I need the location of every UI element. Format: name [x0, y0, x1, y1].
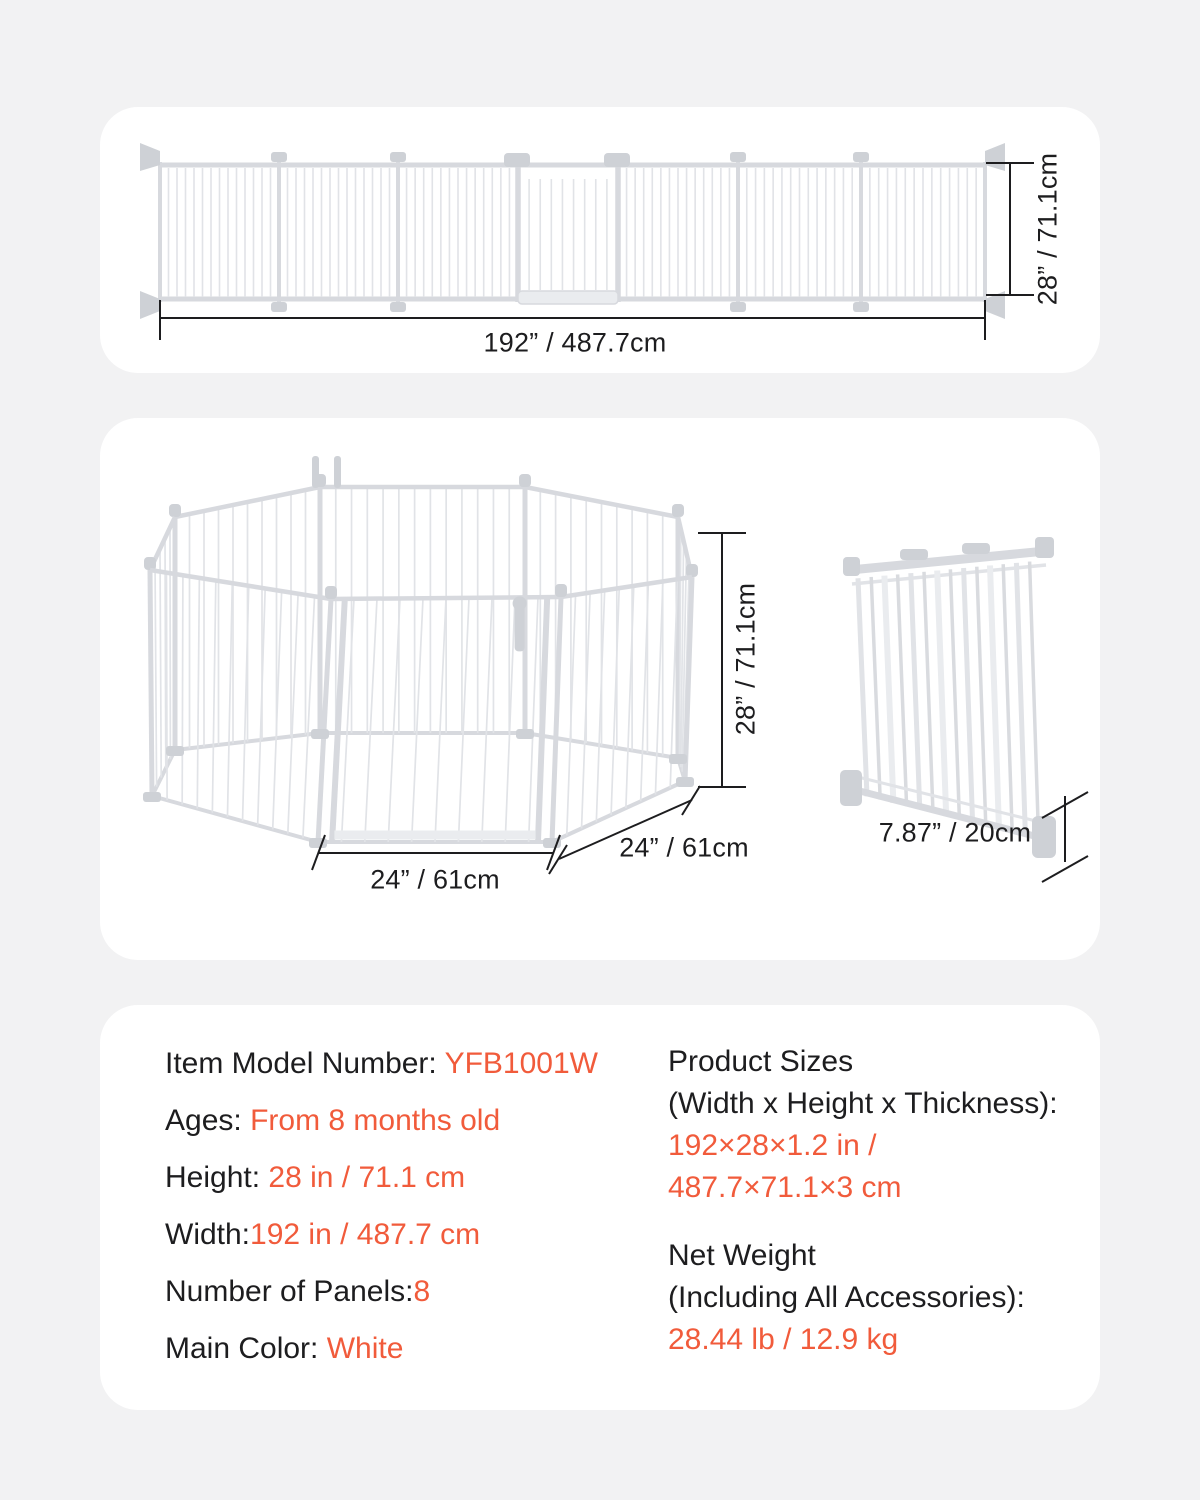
- spec-label: Height:: [165, 1161, 269, 1194]
- spec-block-net-weight: [668, 1235, 1058, 1361]
- spec-value: 8: [413, 1275, 431, 1308]
- spec-label: Item Model Number:: [165, 1047, 445, 1080]
- playpen-card: [100, 418, 1100, 960]
- product-sizes-value-in: 192×28×1.2 in /: [668, 1129, 877, 1162]
- spec-label: Ages:: [165, 1104, 251, 1137]
- spec-label: Main Color:: [165, 1332, 327, 1365]
- product-sizes-value-cm: 487.7×71.1×3 cm: [668, 1171, 902, 1204]
- spec-row-height: [165, 1149, 598, 1206]
- spec-value: YFB1001W: [444, 1047, 598, 1080]
- specs-card: [100, 1005, 1100, 1410]
- spec-label: Width:: [165, 1218, 251, 1251]
- spec-block-product-sizes: [668, 1041, 1058, 1209]
- net-weight-value: 28.44 lb / 12.9 kg: [668, 1323, 899, 1356]
- flat-gate-width-dimension: 192” / 487.7cm: [483, 327, 667, 358]
- spec-row-ages: [165, 1092, 598, 1149]
- spec-label: Number of Panels:: [165, 1275, 414, 1308]
- spec-row-panels: [165, 1263, 598, 1320]
- spec-row-width: [165, 1206, 598, 1263]
- net-weight-title: Net Weight: [668, 1239, 816, 1272]
- playpen-illustration: [100, 418, 1100, 960]
- playpen-front-width-dimension: 24” / 61cm: [370, 864, 500, 895]
- playpen-height-dimension: 28” / 71.1cm: [730, 582, 761, 736]
- net-weight-subtitle: (Including All Accessories):: [668, 1281, 1025, 1314]
- flat-gate-height-dimension: 28” / 71.1cm: [1032, 152, 1063, 306]
- spec-row-color: [165, 1320, 598, 1377]
- spec-row-model: [165, 1035, 598, 1092]
- playpen-folded-depth-dimension: 7.87” / 20cm: [878, 817, 1032, 848]
- specs-left-column: [165, 1035, 598, 1377]
- spec-value: 192 in / 487.7 cm: [250, 1218, 481, 1251]
- product-sizes-subtitle: (Width x Height x Thickness):: [668, 1087, 1058, 1120]
- product-sizes-title: Product Sizes: [668, 1045, 854, 1078]
- spec-value: White: [326, 1332, 404, 1365]
- spec-value: From 8 months old: [250, 1104, 501, 1137]
- spec-value: 28 in / 71.1 cm: [268, 1161, 466, 1194]
- flat-gate-card: [100, 107, 1100, 373]
- specs-right-column: [668, 1041, 1058, 1387]
- playpen-side-width-dimension: 24” / 61cm: [619, 832, 749, 863]
